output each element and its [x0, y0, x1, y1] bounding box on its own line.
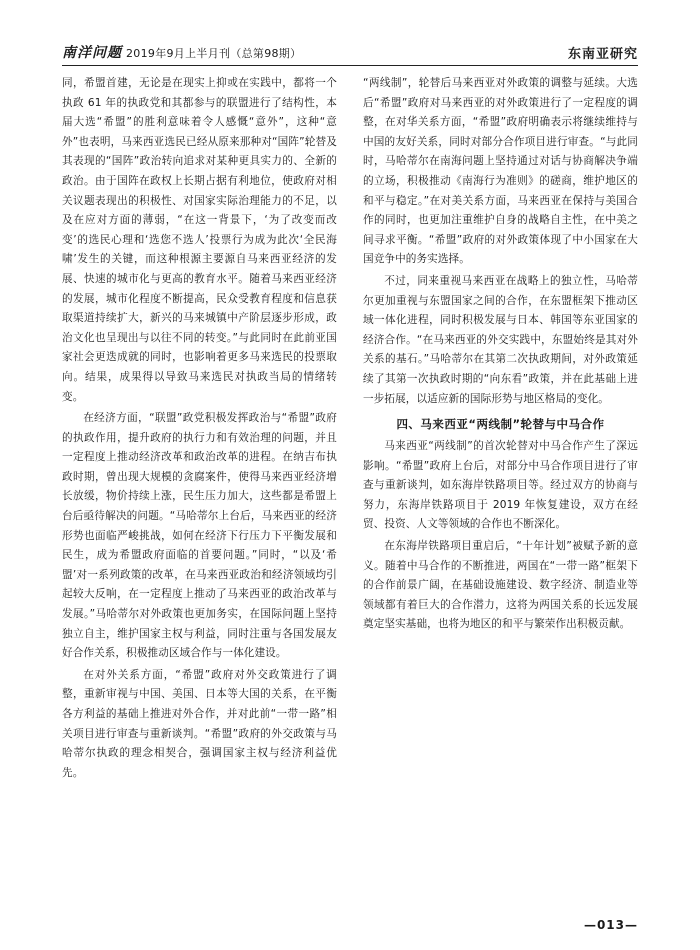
paragraph: 在对外关系方面，“希盟”政府对外交政策进行了调整，重新审视与中国、美国、日本等大国的关系，在平衡各方利益的基础上推进对外合作，并对此前“一带一路”相关项目进行审查与重新谈判。“希盟”政府的外交政策与马哈蒂尔执政的理念相契合，强调国家主权与经济利益优先。 — [62, 668, 337, 779]
paragraph: 在东海岸铁路项目重启后，“十年计划”被赋予新的意义。随着中马合作的不断推进，两国在“一带一路”框架下的合作前景广阔，在基础设施建设、数字经济、制造业等领域都有着巨大的合作潜力，这将为两国关系的长远发展奠定坚实基础，也将为地区的和平与繁荣作出积极贡献。 — [363, 540, 638, 631]
paragraph: 在经济方面，“联盟”政党积极发挥政治与“希盟”政府的执政作用，提升政府的执行力和有效治理的问题，并且一定程度上推动经济改革和政治改革的进程。在纳吉布执政时期，曾出现大规模的贪腐案件，使得马来西亚经济增长放缓，物价持续上涨，民生压力加大，这些都是希盟上台后亟待解决的问题。“马哈蒂尔上台后，马来西亚的经济形势也面临严峻挑战，如何在经济下行压力下平衡发展和民生，成为希盟政府面临的首要问题。”同时，“以及‘希盟’对一系列政策的改革，在马来西亚政治和经济领域均引起较大反响，在一定程度上推动了马来西亚的政治改革与发展。”马哈蒂尔对外政策也更加务实，在国际问题上坚持独立自主，维护国家主权与利益，同时注重与各国发展友好合作关系，积极推动区域合作与一体化建设。 — [62, 412, 337, 660]
paragraph: 马来西亚“两线制”的首次轮替对中马合作产生了深远影响。“希盟”政府上台后，对部分中马合作项目进行了审查与重新谈判，如东海岸铁路项目等。经过双方的协商与努力，东海岸铁路项目于 2019 年恢复建设，双方在经贸、投资、人文等领域的合作也不断深化。 — [363, 440, 638, 531]
journal-title: 南洋问题 — [62, 45, 122, 61]
header-left — [62, 42, 301, 62]
issue-info: 2019年9月上半月刊（总第98期） — [126, 47, 302, 60]
running-header — [62, 32, 638, 66]
right-column — [363, 74, 638, 904]
section-title: 东南亚研究 — [567, 47, 638, 62]
section-heading: 四、马来西亚“两线制”轮替与中马合作 — [396, 417, 605, 432]
page-number: —013— — [583, 918, 638, 932]
paragraph: 不过，同来重视马来西亚在战略上的独立性，马哈蒂尔更加重视与东盟国家之间的合作，在东盟框架下推动区域一体化进程，同时积极发展与日本、韩国等东亚国家的经济合作。“在马来西亚的外交实践中，东盟始终是其对外关系的基石。”马哈蒂尔在其第二次执政期间，对外政策延续了其第一次执政时期的“向东看”政策，并在此基础上进一步拓展，以适应新的国际形势与地区格局的变化。 — [363, 274, 638, 405]
left-column — [62, 74, 337, 904]
paragraph: 同，希盟首建，无论是在现实上抑或在实践中，都将一个执政 61 年的执政党和其都参与的联盟进行了结构性，本届大选“希盟”的胜利意味着令人感慨“意外”，这种“意外”也表明，马来西亚选民已经从原来那种对“国阵”轮替及其表现的“国阵”政治转向追求对某种更具实力的、全新的政治。由于国阵在政权上长期占据有利地位，使政府对相关议题表现出的积极性、对国家实际治理能力的不足，以及在应对方面的薄弱，“在这一背景下，‘为了改变而改变’的选民心理和‘选您不选人’投票行为成为此次‘全民海啸’发生的关键，而这种根源主要源自马来西亚经济的发展、快速的城市化与更高的教育水平。随着马来西亚经济的发展，城市化程度不断提高，民众受教育程度和信息获取渠道持续扩大，新兴的马来城镇中产阶层逐步形成，政治文化也呈现出与以往不同的转变。”与此同时在此前亚国家社会更迭成就的同时，也影响着更多马来选民的投票取向。结果，成果得以导致马来选民对执政当局的情绪转变。 — [62, 77, 337, 403]
article-body — [62, 74, 638, 904]
paragraph: “两线制”，轮替后马来西亚对外政策的调整与延续。大选后“希盟”政府对马来西亚的对外政策进行了一定程度的调整，在对华关系方面，“希盟”政府明确表示将继续维持与中国的友好关系，同时对部分合作项目进行审查。“与此同时，马哈蒂尔在南海问题上坚持通过对话与协商解决争端的立场，积极推动《南海行为准则》的磋商，维护地区的和平与稳定。”在对美关系方面，马来西亚在保持与美国合作的同时，也更加注重维护自身的战略自主性，在中美之间寻求平衡。“希盟”政府的对外政策体现了中小国家在大国竞争中的务实选择。 — [363, 77, 638, 266]
